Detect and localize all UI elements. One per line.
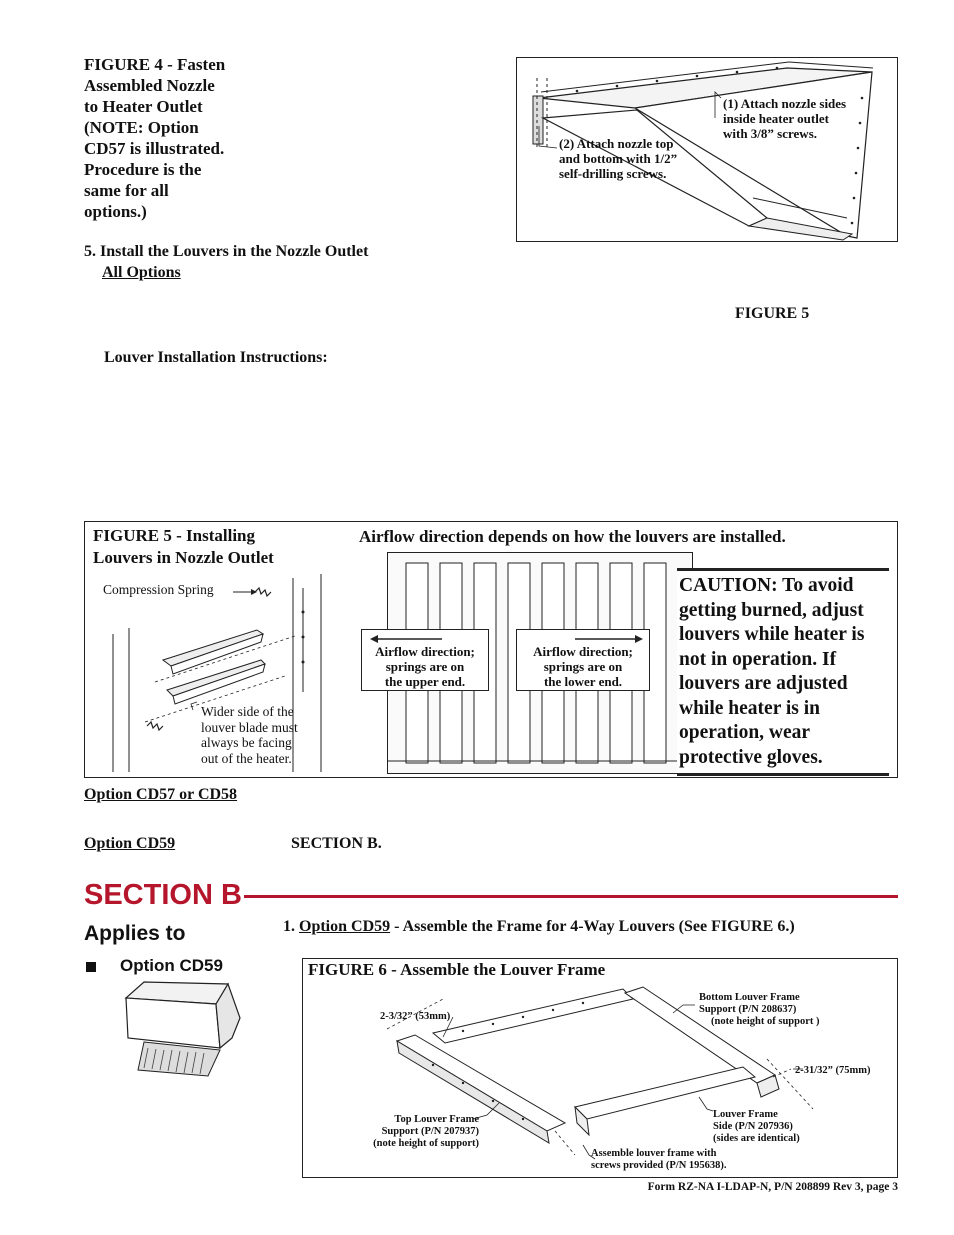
airflow-title: Airflow direction depends on how the louvers are installed. <box>359 527 786 546</box>
section-b-reference: SECTION B. <box>291 835 382 852</box>
applies-to-heading: Applies to <box>84 922 186 945</box>
figure-6-box <box>302 958 898 1178</box>
figure-4-caption: FIGURE 4 - Fasten Assembled Nozzle to Heater Outlet (NOTE: Option CD57 is illustrated. Procedure is the same for all options.) <box>84 55 226 221</box>
bottom-support-label: Bottom Louver Frame Support (P/N 208637) (note height of support ) <box>699 992 820 1027</box>
heater-cd59-illustration <box>108 978 248 1078</box>
applies-to-option: Option CD59 <box>120 956 223 975</box>
figure-5-reference: FIGURE 5 <box>735 305 810 322</box>
option-cd57-cd58: Option CD57 or CD58 <box>84 786 238 803</box>
caution-note: CAUTION: To avoid getting burned, adjust louvers while heater is not in operation. If louvers are adjusted while heater is in operation, wear protective gloves. <box>677 568 889 776</box>
step-5-heading: 5. Install the Louvers in the Nozzle Outlet <box>84 243 369 260</box>
arrow-left-icon <box>362 634 490 644</box>
figure-5-caption: FIGURE 5 - Installing Louvers in Nozzle Outlet <box>93 526 274 567</box>
assemble-note-label: Assemble louver frame with screws provided (P/N 195638). <box>591 1148 727 1171</box>
louver-instructions-heading: Louver Installation Instructions: <box>104 349 328 366</box>
bullet-square-icon <box>86 962 96 972</box>
callout-attach-top-bottom: (2) Attach nozzle top and bottom with 1/2” self-drilling screws. <box>559 136 678 181</box>
option-cd59: Option CD59 <box>84 835 176 852</box>
airflow-lower-box: Airflow direction; springs are on the lower end. <box>516 629 650 691</box>
callout-attach-sides: (1) Attach nozzle sides inside heater outlet with 3/8” screws. <box>723 96 847 141</box>
compression-spring-label: Compression Spring <box>103 582 214 597</box>
section-b-title: SECTION B <box>84 879 242 911</box>
page-footer: Form RZ-NA I-LDAP-N, P/N 208899 Rev 3, page 3 <box>647 1181 898 1193</box>
dim-left-label: 2-3/32” (53mm) <box>380 1011 451 1022</box>
section-b-rule <box>244 895 898 898</box>
airflow-upper-box: Airflow direction; springs are on the upper end. <box>361 629 489 691</box>
dim-right-label: 2-31/32” (75mm) <box>795 1065 871 1076</box>
figure-5-box <box>84 521 898 778</box>
all-options-subheading: All Options <box>102 264 181 281</box>
arrow-right-icon <box>517 634 651 644</box>
step-1-line: 1. Option CD59 - Assemble the Frame for 4-Way Louvers (See FIGURE 6.) <box>283 918 795 935</box>
frame-side-label: Louver Frame Side (P/N 207936) (sides are identical) <box>713 1109 800 1144</box>
figure-6-caption: FIGURE 6 - Assemble the Louver Frame <box>308 960 606 979</box>
blade-direction-note: Wider side of the louver blade must always be facing out of the heater. <box>201 704 298 766</box>
figure-4-box <box>516 57 898 242</box>
top-support-label: Top Louver Frame Support (P/N 207937) (note height of support) <box>373 1114 479 1149</box>
